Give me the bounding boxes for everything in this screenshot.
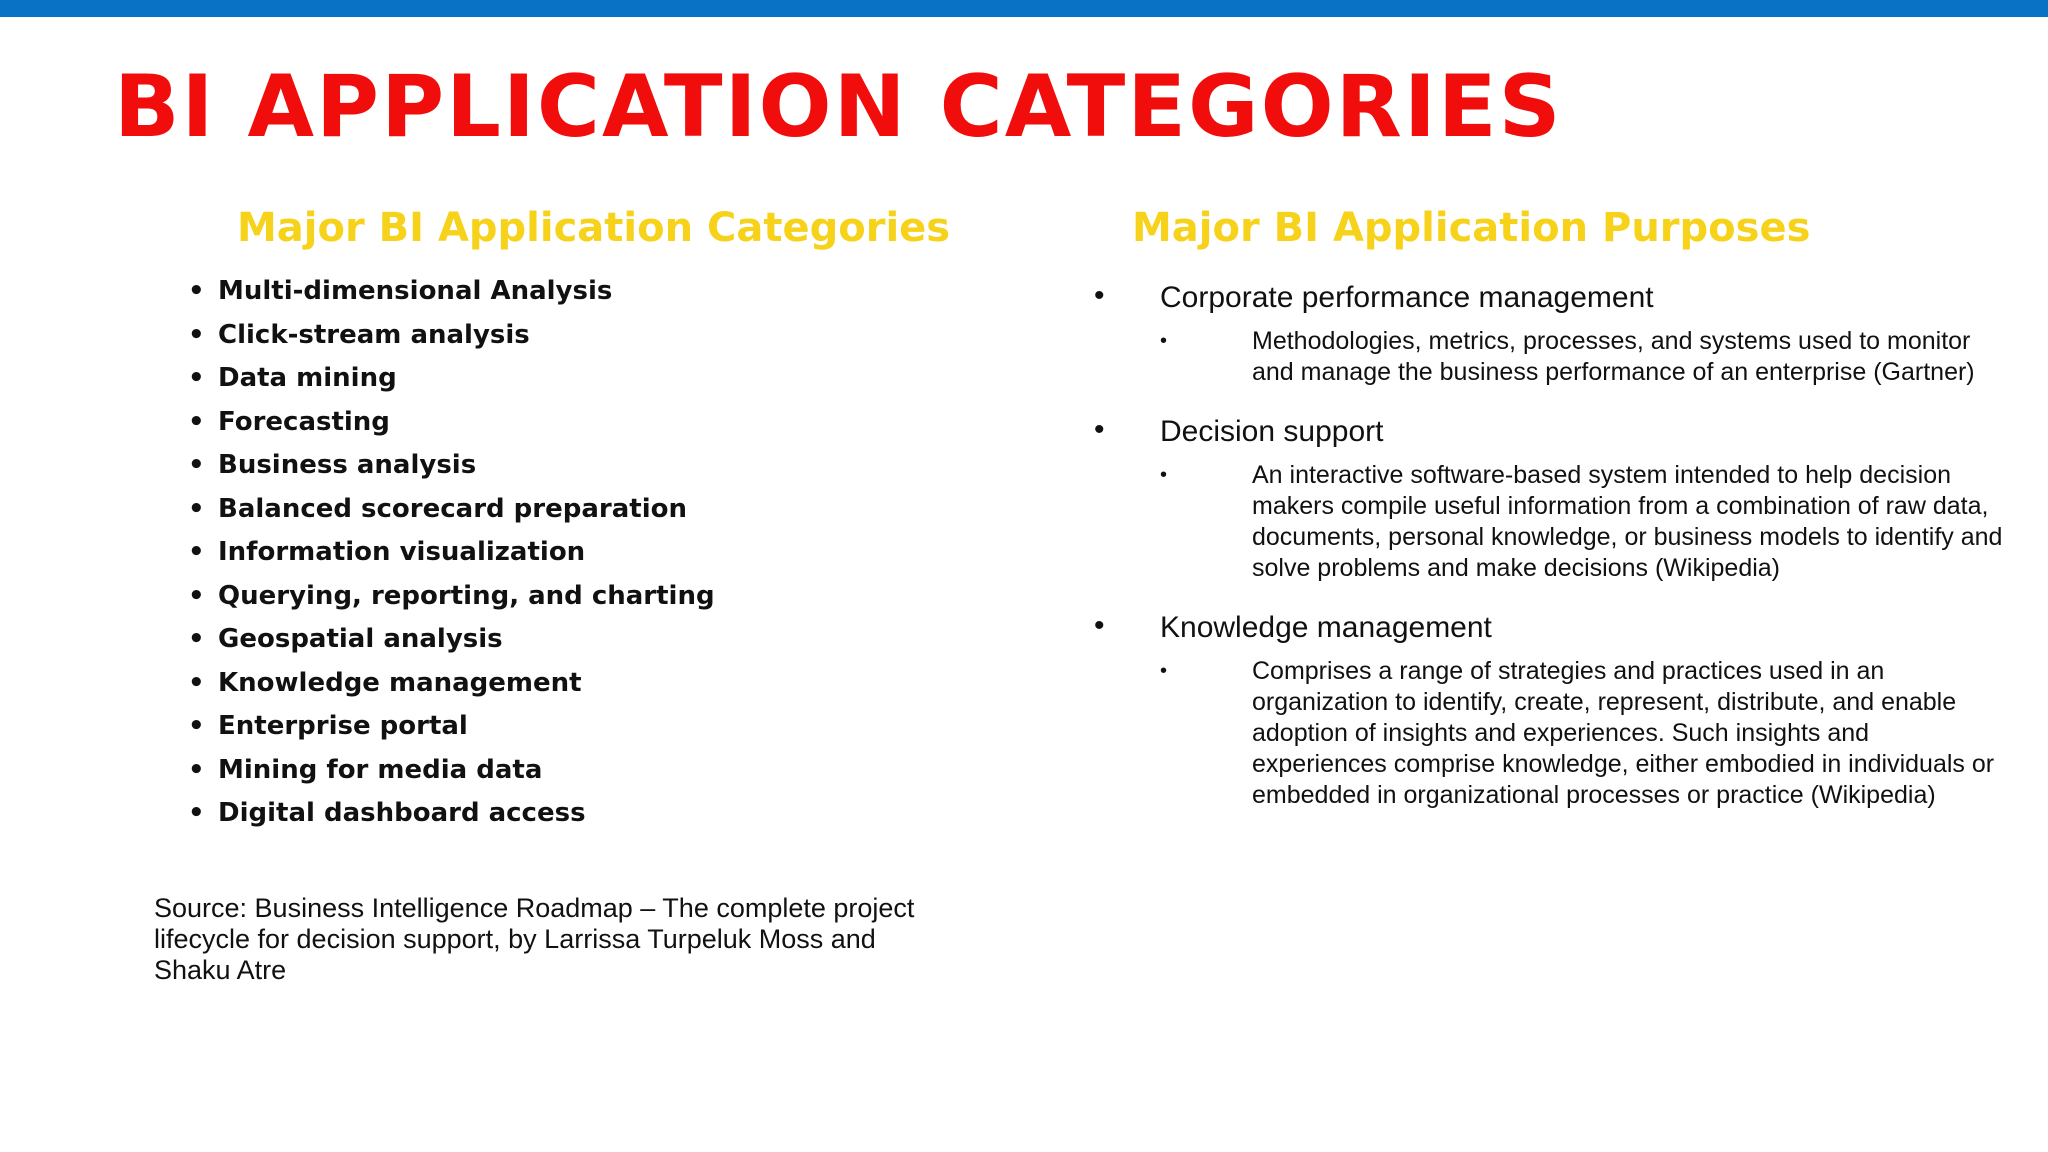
- list-item: [188, 575, 715, 619]
- list-item: [188, 401, 715, 445]
- purposes-heading: Major BI Application Purposes: [1132, 205, 1811, 251]
- category-label: Enterprise portal: [218, 711, 468, 741]
- purpose-description: [1160, 656, 2010, 811]
- categories-heading: Major BI Application Categories: [237, 205, 951, 251]
- category-label: Multi-dimensional Analysis: [218, 276, 613, 306]
- bullet-icon: •: [1094, 609, 1105, 642]
- purpose-item: [1090, 270, 2010, 388]
- bullet-icon: •: [1094, 279, 1105, 312]
- sub-bullet-icon: •: [1160, 464, 1168, 486]
- category-label: Forecasting: [218, 406, 390, 437]
- bullet-icon: •: [188, 493, 205, 524]
- list-item: [188, 618, 715, 662]
- bullet-icon: •: [188, 580, 205, 611]
- sub-bullet-icon: •: [1160, 330, 1168, 352]
- purpose-label: Decision support: [1160, 415, 1384, 448]
- bullet-icon: •: [188, 406, 205, 437]
- purpose-item: [1090, 404, 2010, 584]
- list-item: [188, 488, 715, 532]
- category-label: Digital dashboard access: [218, 798, 586, 828]
- list-item: [188, 792, 715, 836]
- category-label: Mining for media data: [218, 754, 543, 785]
- category-label: Geospatial analysis: [218, 624, 503, 654]
- list-item: [188, 749, 715, 793]
- category-label: Querying, reporting, and charting: [218, 580, 715, 611]
- list-item: [188, 662, 715, 706]
- category-label: Information visualization: [218, 537, 586, 567]
- category-label: Click-stream analysis: [218, 319, 530, 350]
- list-item: [188, 270, 715, 314]
- purpose-label: Knowledge management: [1160, 611, 1492, 644]
- bullet-icon: •: [188, 537, 205, 567]
- bullet-icon: •: [188, 798, 205, 828]
- top-accent-bar: [0, 0, 2048, 17]
- category-label: Business analysis: [218, 450, 477, 480]
- purpose-description: [1160, 326, 2010, 388]
- bullet-icon: •: [188, 276, 205, 306]
- purpose-description: [1160, 460, 2010, 584]
- category-label: Balanced scorecard preparation: [218, 493, 687, 524]
- sub-bullet-icon: •: [1160, 660, 1168, 682]
- bullet-icon: •: [188, 667, 205, 698]
- list-item: [188, 531, 715, 575]
- purpose-description-text: Methodologies, metrics, processes, and systems used to monitor and manage the business performance of an enterprise (Gartner): [1252, 327, 1975, 386]
- bullet-icon: •: [188, 711, 205, 741]
- list-item: [188, 705, 715, 749]
- bullet-icon: •: [188, 363, 205, 393]
- category-label: Knowledge management: [218, 667, 582, 698]
- source-citation: Source: Business Intelligence Roadmap – The complete project lifecycle for decision support, by Larrissa Turpeluk Moss and Shaku Atre: [154, 893, 915, 985]
- purposes-list: [1090, 270, 2010, 827]
- slide-title: BI APPLICATION CATEGORIES: [114, 57, 1563, 157]
- bullet-icon: •: [188, 319, 205, 350]
- list-item: [188, 357, 715, 401]
- list-item: [188, 314, 715, 358]
- bullet-icon: •: [1094, 413, 1105, 446]
- purpose-item: [1090, 600, 2010, 811]
- list-item: [188, 444, 715, 488]
- purpose-label: Corporate performance management: [1160, 281, 1654, 314]
- bullet-icon: •: [188, 754, 205, 785]
- bullet-icon: •: [188, 624, 205, 654]
- category-label: Data mining: [218, 363, 397, 393]
- bullet-icon: •: [188, 450, 205, 480]
- categories-list: [188, 270, 715, 836]
- purpose-description-text: An interactive software-based system intended to help decision makers compile useful information from a combination of raw data, documents, personal knowledge, or business models to identify and solve problems and make decisions (Wikipedia): [1252, 461, 2003, 582]
- purpose-description-text: Comprises a range of strategies and practices used in an organization to identify, create, represent, distribute, and enable adoption of insights and experiences. Such insights and experiences comprise knowledge, either embodied in individuals or embedded in organizational processes or practice (Wikipedia): [1252, 657, 1995, 809]
